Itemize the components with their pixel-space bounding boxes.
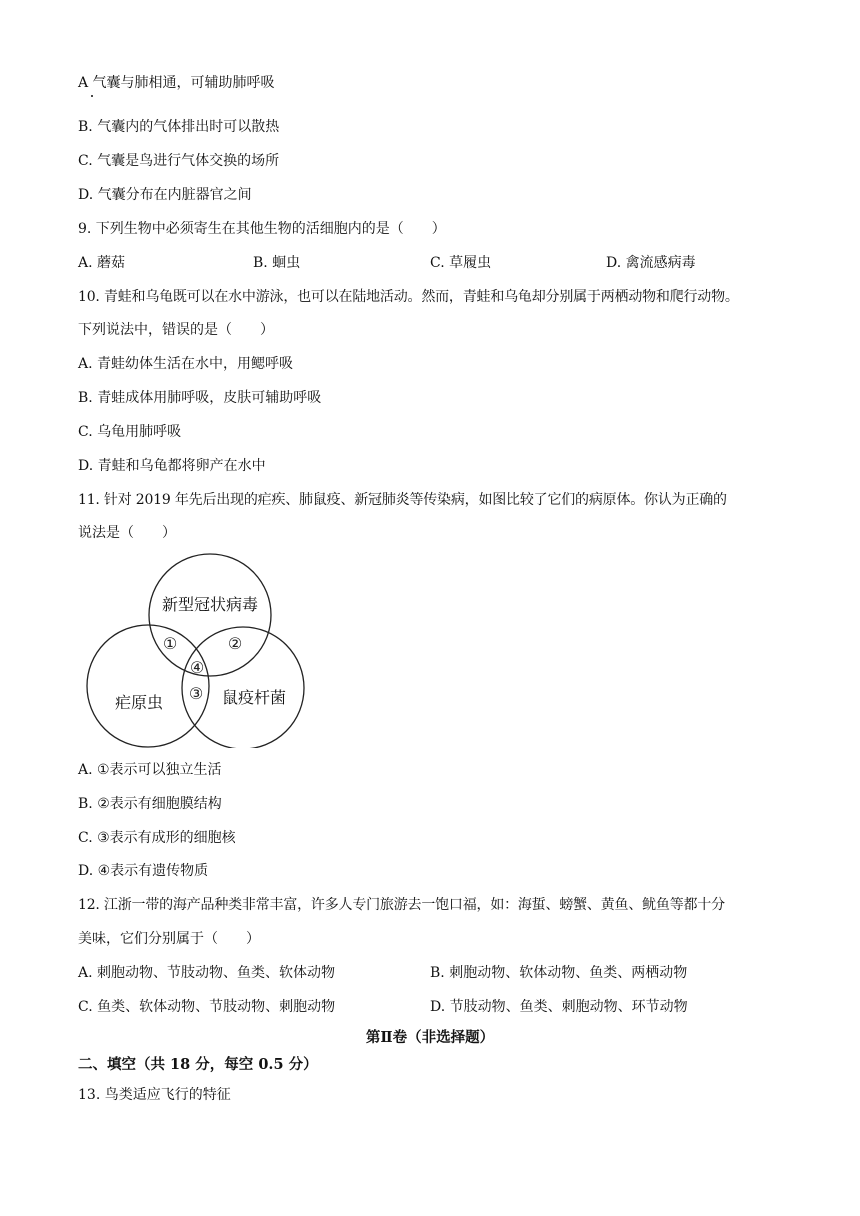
- part2-title: 第Ⅱ卷（非选择题）: [365, 1029, 495, 1046]
- venn-diagram: [82, 552, 312, 748]
- q9-stem: 9. 下列生物中必须寄生在其他生物的活细胞内的是（ ）: [78, 221, 446, 237]
- q11-stem-line1: 11. 针对 2019 年先后出现的疟疾、肺鼠疫、新冠肺炎等传染病，如图比较了它们的病原体。你认为正确的: [78, 492, 727, 508]
- q8-option-a: A 气囊与肺相通，可辅助肺呼吸: [78, 75, 275, 91]
- venn-circle-top: [149, 554, 271, 676]
- q10-stem-line2: 下列说法中，错误的是（ ）: [78, 322, 274, 338]
- q10-option-b: B. 青蛙成体用肺呼吸，皮肤可辅助呼吸: [78, 390, 322, 406]
- q9-option-b: B. 蛔虫: [253, 255, 301, 271]
- venn-region-4: ④: [189, 658, 205, 677]
- q10-option-c: C. 乌龟用肺呼吸: [78, 424, 182, 440]
- q9-option-c: C. 草履虫: [430, 255, 492, 271]
- q12-option-c: C. 鱼类、软体动物、节肢动物、刺胞动物: [78, 999, 336, 1015]
- q13-stem: 13. 鸟类适应飞行的特征: [78, 1087, 231, 1103]
- q10-option-d: D. 青蛙和乌龟都将卵产在水中: [78, 458, 266, 474]
- q11-stem-line2: 说法是（ ）: [78, 525, 176, 541]
- venn-label-top: 新型冠状病毒: [161, 595, 259, 614]
- q10-stem-line1: 10. 青蛙和乌龟既可以在水中游泳，也可以在陆地活动。然而，青蛙和乌龟却分别属于两栖动物和爬行动物。: [78, 289, 739, 305]
- q11-option-d: D. ④表示有遗传物质: [78, 863, 209, 879]
- q12-option-b: B. 刺胞动物、软体动物、鱼类、两栖动物: [430, 965, 688, 981]
- q9-option-d: D. 禽流感病毒: [606, 255, 696, 271]
- q11-option-a: A. ①表示可以独立生活: [78, 762, 222, 778]
- q11-option-c: C. ③表示有成形的细胞核: [78, 830, 236, 846]
- venn-region-1: ①: [162, 634, 178, 653]
- q8-option-c: C. 气囊是鸟进行气体交换的场所: [78, 153, 280, 169]
- venn-label-right: 鼠疫杆菌: [221, 688, 287, 707]
- stray-dot: [91, 95, 93, 97]
- q8-option-b: B. 气囊内的气体排出时可以散热: [78, 119, 280, 135]
- q8-option-d: D. 气囊分布在内脏器官之间: [78, 187, 252, 203]
- venn-label-left: 疟原虫: [114, 693, 164, 712]
- q12-option-a: A. 刺胞动物、节肢动物、鱼类、软体动物: [78, 965, 336, 981]
- q9-option-a: A. 蘑菇: [78, 255, 126, 271]
- q12-stem-line2: 美味，它们分别属于（ ）: [78, 931, 260, 947]
- q11-option-b: B. ②表示有细胞膜结构: [78, 796, 222, 812]
- venn-region-2: ②: [227, 634, 243, 653]
- q12-option-d: D. 节肢动物、鱼类、刺胞动物、环节动物: [430, 999, 688, 1015]
- q12-stem-line1: 12. 江浙一带的海产品种类非常丰富，许多人专门旅游去一饱口福，如：海蜇、螃蟹、黄鱼、鱿鱼等都十分: [78, 897, 725, 913]
- venn-region-3: ③: [188, 684, 204, 703]
- q10-option-a: A. 青蛙幼体生活在水中，用鳃呼吸: [78, 356, 294, 372]
- section-fill-in-heading: 二、填空（共 18 分，每空 0.5 分）: [78, 1056, 318, 1073]
